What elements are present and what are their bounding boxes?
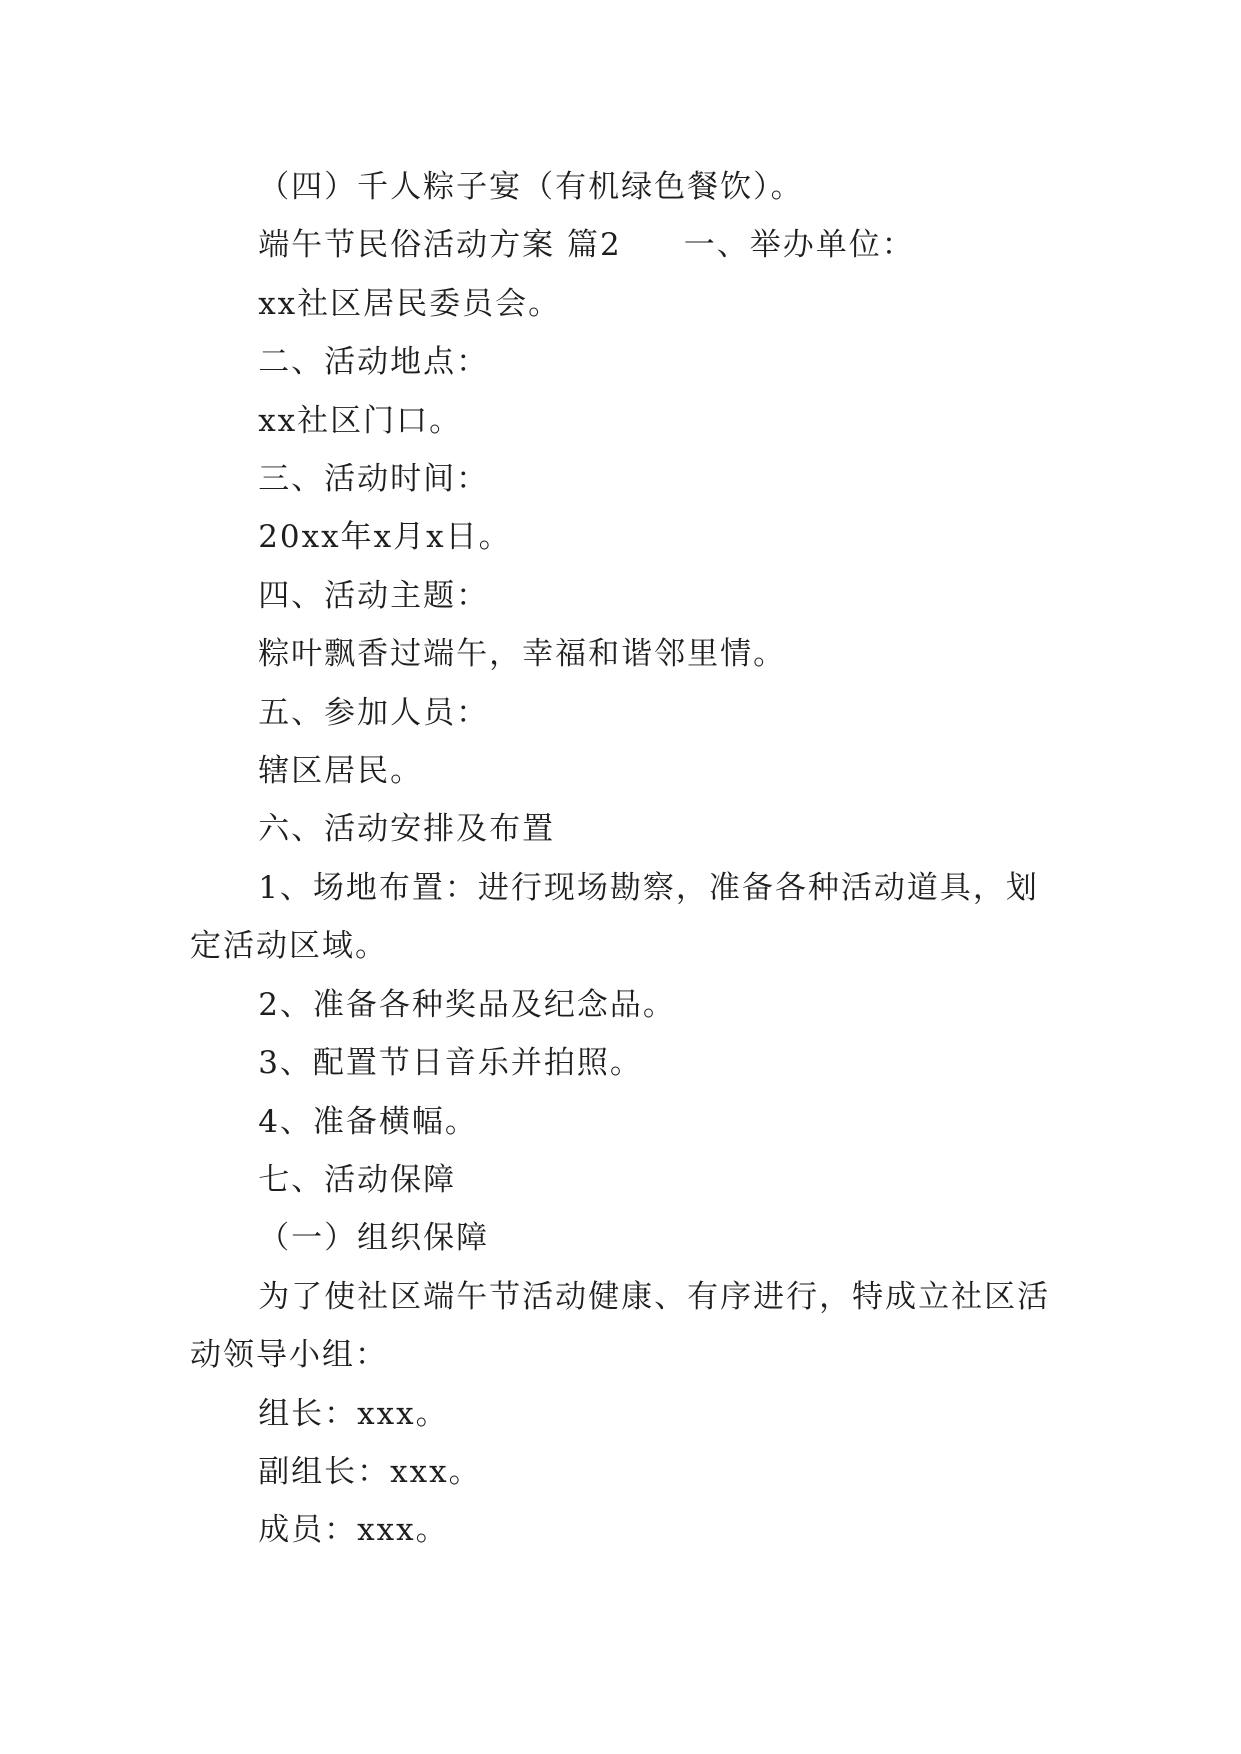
heading-line <box>190 216 1052 274</box>
paragraph-organizer: xx社区居民委员会。 <box>258 285 562 322</box>
paragraph-arrangement-2: 2、准备各种奖品及纪念品。 <box>258 986 676 1023</box>
document-title: 端午节民俗活动方案 篇2 <box>258 227 622 264</box>
paragraph-location: xx社区门口。 <box>258 402 463 439</box>
section-heading-organizer: 一、举办单位： <box>683 227 915 264</box>
subsection-heading-organization: （一）组织保障 <box>258 1220 490 1257</box>
paragraph-theme: 粽叶飘香过端午，幸福和谐邻里情。 <box>258 636 787 673</box>
paragraph-1: （四）千人粽子宴（有机绿色餐饮）。 <box>258 169 804 205</box>
paragraph-leader: 组长：xxx。 <box>258 1395 449 1432</box>
paragraph-deputy-leader: 副组长：xxx。 <box>258 1453 482 1490</box>
document-body <box>190 158 1052 1560</box>
section-heading-location: 二、活动地点： <box>258 344 490 381</box>
paragraph-organization: 为了使社区端午节活动健康、有序进行，特成立社区活动领导小组： <box>190 1278 1051 1374</box>
section-heading-guarantee: 七、活动保障 <box>258 1161 457 1198</box>
paragraph-arrangement-1: 1、场地布置：进行现场勘察，准备各种活动道具，划定活动区域。 <box>190 869 1039 965</box>
paragraph-time: 20xx年x月x日。 <box>258 519 512 556</box>
paragraph-participants: 辖区居民。 <box>258 753 424 790</box>
paragraph-arrangement-3: 3、配置节日音乐并拍照。 <box>258 1045 643 1082</box>
paragraph-arrangement-4: 4、准备横幅。 <box>258 1103 478 1140</box>
section-heading-time: 三、活动时间： <box>258 461 490 498</box>
section-heading-theme: 四、活动主题： <box>258 577 490 614</box>
section-heading-participants: 五、参加人员： <box>258 694 490 731</box>
paragraph-members: 成员：xxx。 <box>258 1512 449 1549</box>
section-heading-arrangement: 六、活动安排及布置 <box>258 811 556 848</box>
